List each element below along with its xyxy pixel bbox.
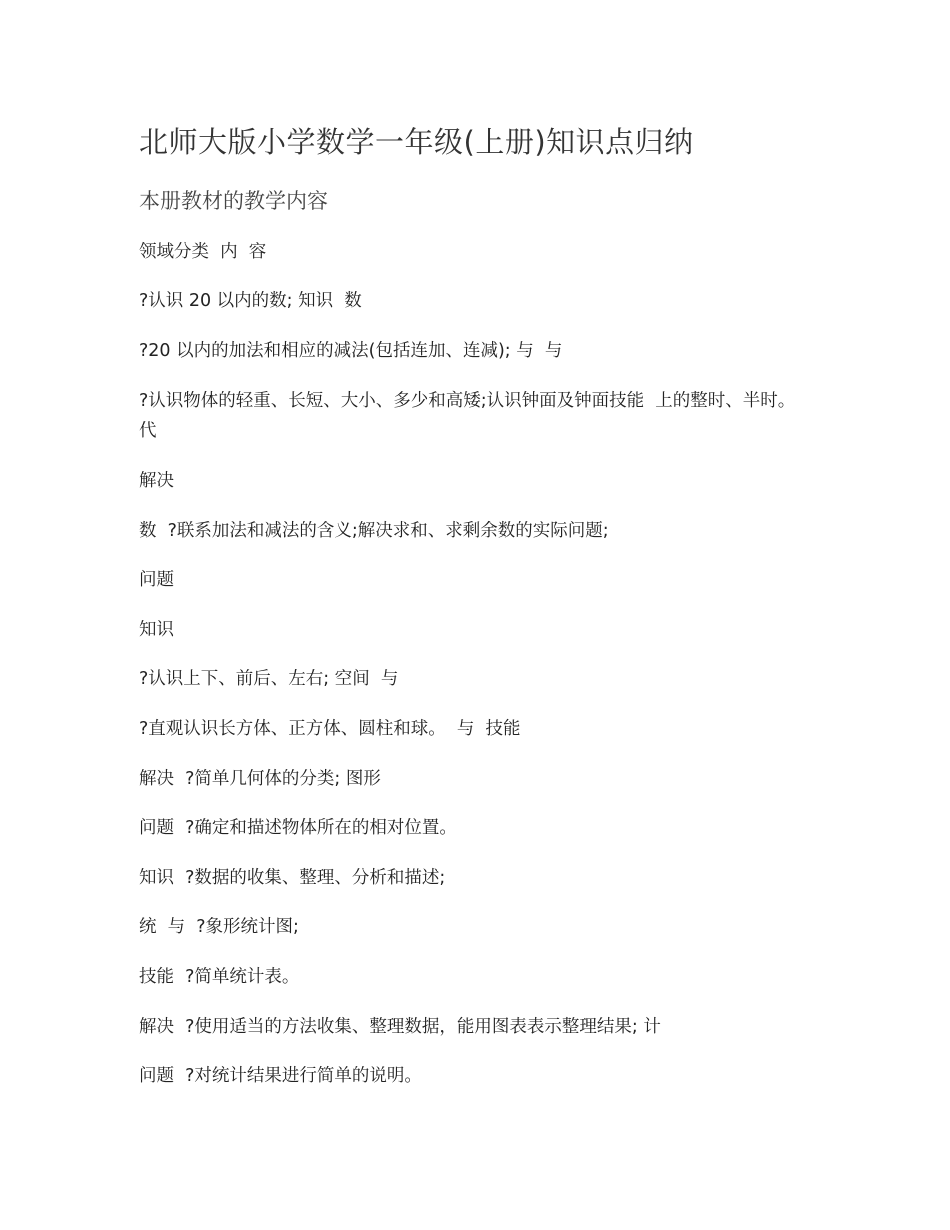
text-line: 问题 ?对统计结果进行简单的说明。 bbox=[139, 1066, 422, 1086]
text-line: 统 与 ?象形统计图; bbox=[139, 917, 299, 937]
text-line: 知识 bbox=[139, 620, 174, 640]
text-line: ?20 以内的加法和相应的减法(包括连加、连减); 与 与 bbox=[139, 341, 563, 361]
text-line: 解决 ?使用适当的方法收集、整理数据，能用图表表示整理结果; 计 bbox=[139, 1017, 661, 1037]
text-line: 问题 ?确定和描述物体所在的相对位置。 bbox=[139, 818, 457, 838]
text-line: 领域分类 内 容 bbox=[139, 242, 267, 262]
text-line: 解决 bbox=[139, 471, 174, 491]
text-line: ?直观认识长方体、正方体、圆柱和球。 与 技能 bbox=[139, 719, 521, 739]
text-line: 知识 ?数据的收集、整理、分析和描述; bbox=[139, 868, 446, 888]
text-line: 解决 ?简单几何体的分类; 图形 bbox=[139, 769, 381, 789]
text-line: 数 ?联系加法和减法的含义;解决求和、求剩余数的实际问题; bbox=[139, 521, 609, 541]
text-line: ?认识上下、前后、左右; 空间 与 bbox=[139, 669, 399, 689]
text-line: 问题 bbox=[139, 570, 174, 590]
document-title: 北师大版小学数学一年级(上册)知识点归纳 bbox=[139, 125, 694, 159]
document-subtitle: 本册教材的教学内容 bbox=[139, 189, 328, 213]
text-line: ?认识物体的轻重、长短、大小、多少和高矮;认识钟面及钟面技能 上的整时、半时。 代 bbox=[139, 391, 807, 441]
text-line: ?认识 20 以内的数; 知识 数 bbox=[139, 291, 362, 311]
text-line: 技能 ?简单统计表。 bbox=[139, 967, 300, 987]
